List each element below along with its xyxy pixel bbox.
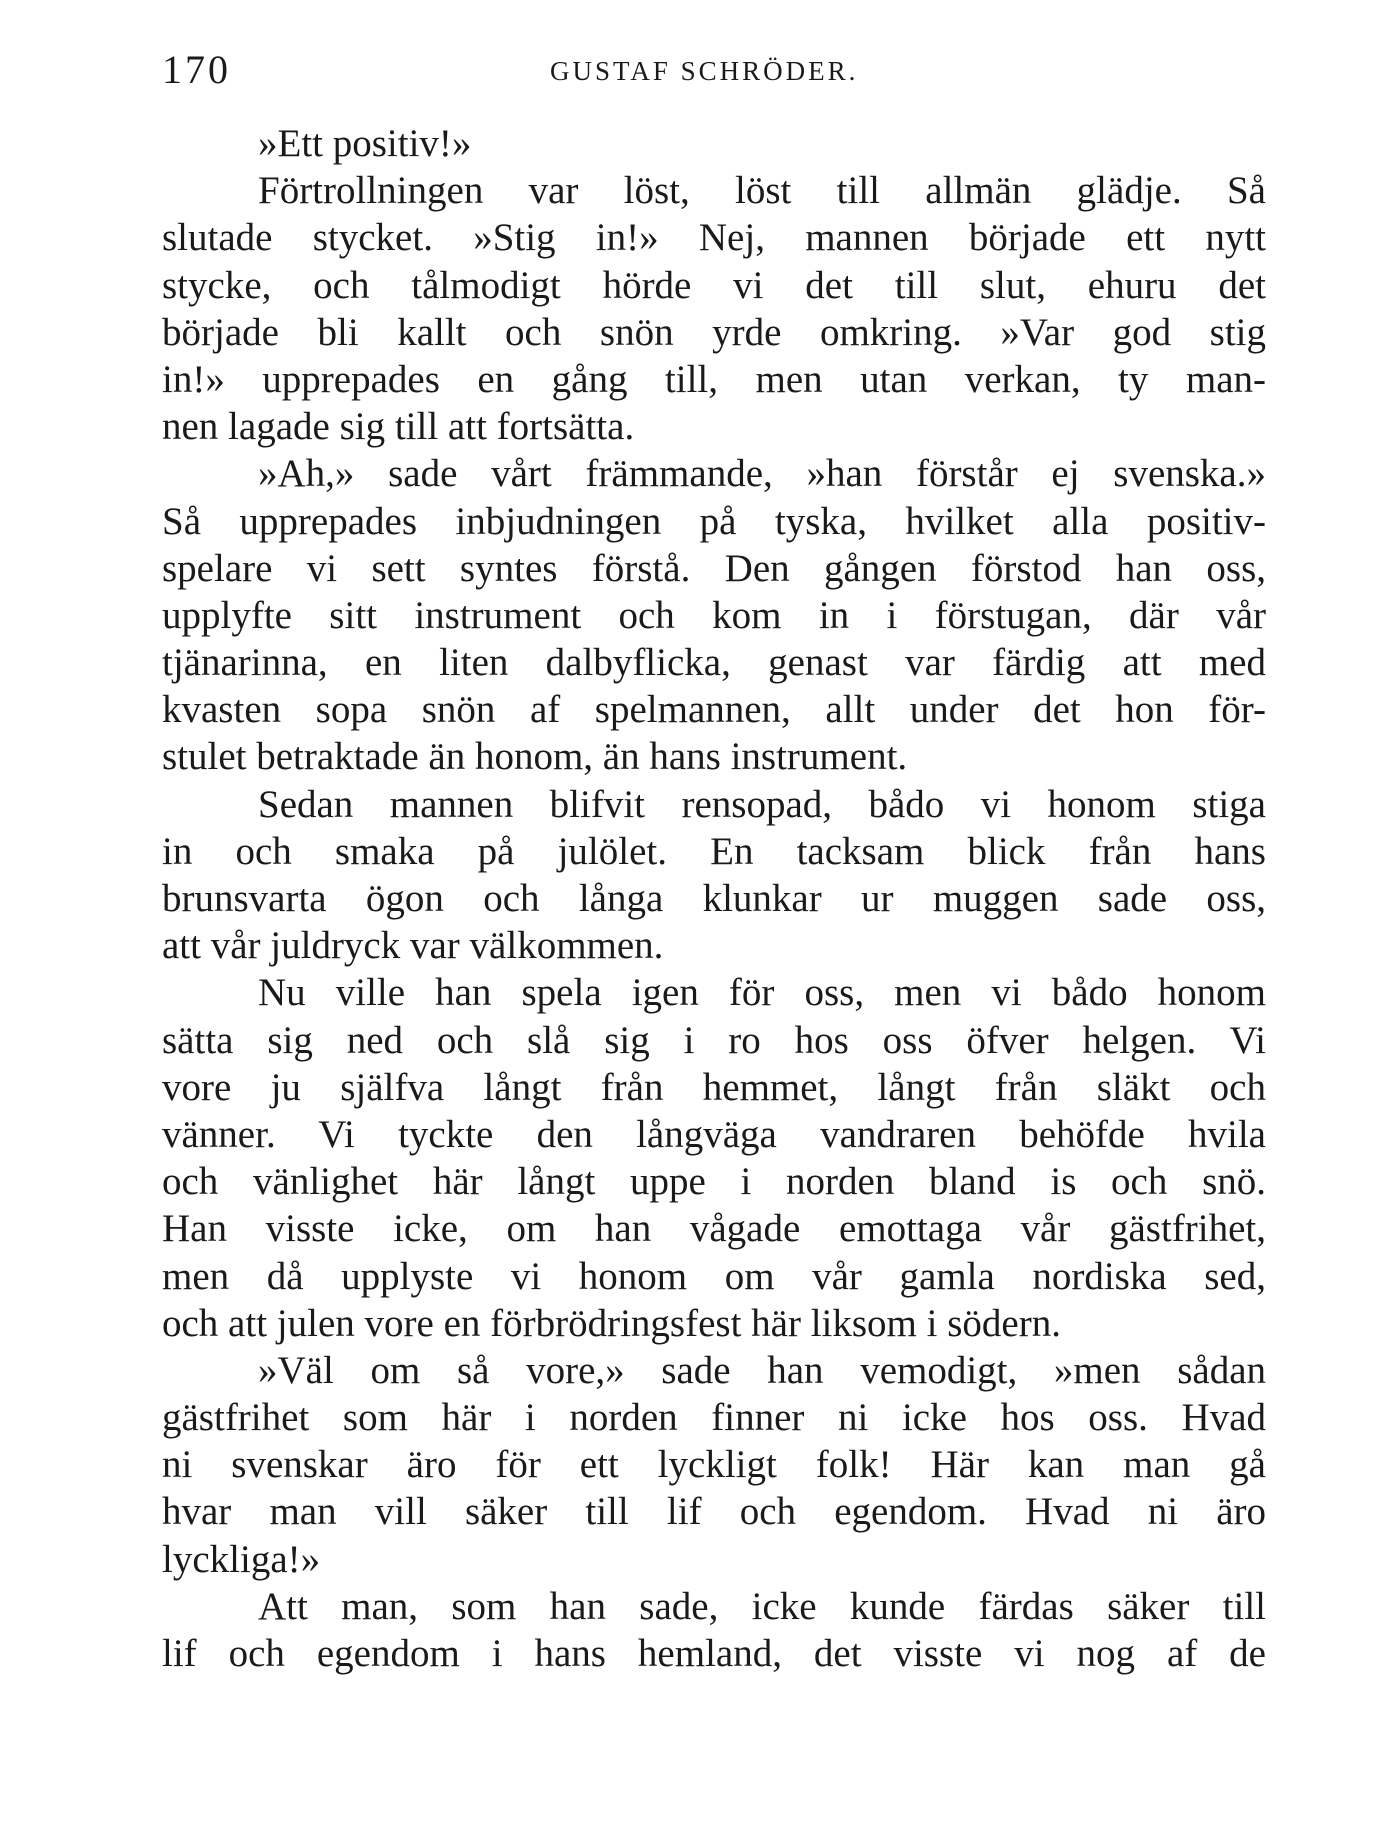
text-line: men då upplyste vi honom om vår gamla nordiska sed, [162,1254,1266,1298]
text-line: »Väl om så vore,» sade han vemodigt, »men sådan [258,1348,1266,1392]
text-line: upplyfte sitt instrument och kom in i förstugan, där vår [162,593,1266,637]
text-line: vänner. Vi tyckte den långväga vandraren behöfde hvila [162,1112,1266,1156]
text-line: lyckliga!» [162,1537,321,1581]
text-line: gästfrihet som här i norden finner ni icke hos oss. Hvad [162,1396,1266,1440]
running-head: GUSTAF SCHRÖDER. [550,56,859,86]
page-header [162,46,1266,96]
text-line: Sedan mannen blifvit rensopad, bådo vi honom stiga [258,782,1266,826]
text-line: Så upprepades inbjudningen på tyska, hvilket alla positiv- [162,499,1266,543]
text-line: Att man, som han sade, icke kunde färdas säker till [258,1584,1266,1628]
text-line: vore ju själfva långt från hemmet, långt från släkt och [162,1065,1266,1109]
text-line: slutade stycket. »Stig in!» Nej, mannen började ett nytt [162,216,1266,260]
text-line: började bli kallt och snön yrde omkring. »Var god stig [162,310,1266,354]
text-line: in och smaka på julölet. En tacksam blick från hans [162,829,1266,873]
text-line: ni svenskar äro för ett lyckligt folk! Här kan man gå [162,1443,1266,1487]
text-line: stulet betraktade än honom, än hans instrument. [162,735,908,779]
text-line: nen lagade sig till att fortsätta. [162,405,635,449]
text-line: stycke, och tålmodigt hörde vi det till slut, ehuru det [162,263,1266,307]
text-line: att vår juldryck var välkommen. [162,924,664,968]
text-line: brunsvarta ögon och långa klunkar ur muggen sade oss, [162,877,1266,920]
text-line: Han visste icke, om han vågade emottaga vår gästfrihet, [162,1207,1266,1251]
text-line: lif och egendom i hans hemland, det visste vi nog af de [162,1632,1266,1675]
text-line: »Ah,» sade vårt främmande, »han förstår ej svenska.» [258,452,1266,496]
text-line: kvasten sopa snön af spelmannen, allt under det hon för- [162,688,1266,732]
text-line: sätta sig ned och slå sig i ro hos oss öfver helgen. Vi [162,1018,1266,1062]
text-line: Nu ville han spela igen för oss, men vi bådo honom [258,971,1266,1015]
body-text [162,120,1266,1677]
text-line: »Ett positiv!» [258,122,472,165]
text-line: hvar man vill säker till lif och egendom. Hvad ni äro [162,1490,1266,1534]
text-line: och vänlighet här långt uppe i norden bland is och snö. [162,1160,1266,1204]
text-line: Förtrollningen var löst, löst till allmän glädje. Så [258,169,1266,213]
text-line: tjänarinna, en liten dalbyflicka, genast var färdig att med [162,641,1266,685]
page-number: 170 [162,47,231,92]
text-line: och att julen vore en förbrödringsfest här liksom i södern. [162,1301,1061,1345]
text-line: in!» upprepades en gång till, men utan verkan, ty man- [162,357,1266,401]
text-line: spelare vi sett syntes förstå. Den gången förstod han oss, [162,546,1266,590]
